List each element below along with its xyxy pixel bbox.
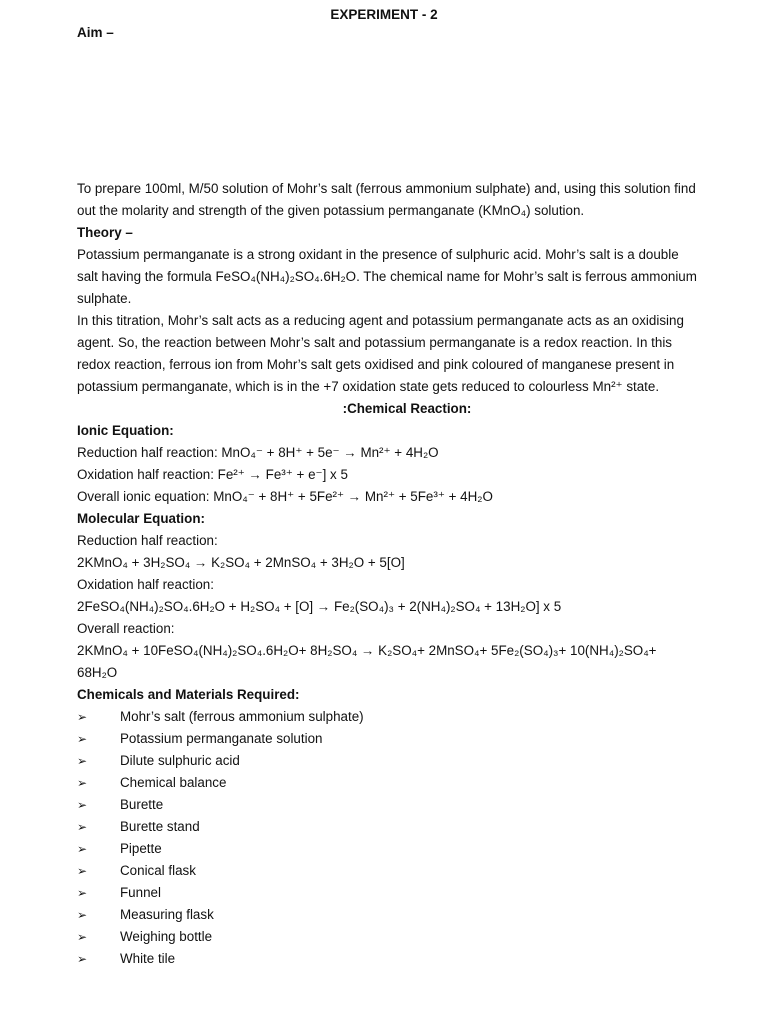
molecular-equation-heading: Molecular Equation:: [77, 511, 205, 526]
list-item: [77, 882, 697, 904]
list-item: [77, 772, 697, 794]
arrowhead-bullet-icon: ➢: [77, 886, 88, 900]
list-item: [77, 860, 697, 882]
arrowhead-bullet-icon: ➢: [77, 952, 88, 966]
list-item: [77, 794, 697, 816]
ionic-oxidation-equation: Oxidation half reaction: Fe²⁺ → Fe³⁺ + e⁻] x 5: [77, 467, 348, 482]
list-item: [77, 728, 697, 750]
list-item-label: Mohr’s salt (ferrous ammonium sulphate): [120, 709, 364, 724]
experiment-title: EXPERIMENT - 2: [330, 7, 438, 22]
theory-paragraph-2: In this titration, Mohr’s salt acts as a reducing agent and potassium permanganate acts as an oxidising agent. So, the reaction between Mohr’s salt and potassium permanganate is a redox reaction. In this redox reaction, ferrous ion from Mohr’s salt gets oxidised and pink coloured of manganese present in potassium permanganate, which is in the +7 oxidation state gets reduced to colourless Mn²⁺ state.: [77, 313, 684, 394]
list-item-label: Potassium permanganate solution: [120, 731, 323, 746]
arrowhead-bullet-icon: ➢: [77, 908, 88, 922]
theory-heading: Theory –: [77, 225, 133, 240]
chemical-reaction-heading: :Chemical Reaction:: [342, 401, 472, 416]
list-item: [77, 706, 697, 728]
oxidation-half-label: Oxidation half reaction:: [77, 577, 214, 592]
list-item-label: Chemical balance: [120, 775, 227, 790]
list-item: [77, 926, 697, 948]
ionic-overall-equation: Overall ionic equation: MnO₄⁻ + 8H⁺ + 5Fe²⁺ → Mn²⁺ + 5Fe³⁺ + 4H₂O: [77, 489, 493, 504]
aim-text: To prepare 100ml, M/50 solution of Mohr’s salt (ferrous ammonium sulphate) and, using this solution find out the molarity and strength of the given potassium permanganate (KMnO₄) solution.: [77, 181, 696, 218]
list-item-label: White tile: [120, 951, 176, 966]
reduction-half-equation: 2KMnO₄ + 3H₂SO₄ → K₂SO₄ + 2MnSO₄ + 3H₂O + 5[O]: [77, 555, 405, 570]
oxidation-half-equation: 2FeSO₄(NH₄)₂SO₄.6H₂O + H₂SO₄ + [O] → Fe₂(SO₄)₃ + 2(NH₄)₂SO₄ + 13H₂O] x 5: [77, 599, 562, 614]
list-item-label: Pipette: [120, 841, 162, 856]
list-item-label: Funnel: [120, 885, 161, 900]
materials-list: [77, 706, 697, 970]
aim-label: Aim –: [77, 25, 114, 40]
materials-heading: Chemicals and Materials Required:: [77, 687, 300, 702]
arrowhead-bullet-icon: ➢: [77, 798, 88, 812]
list-item: [77, 948, 697, 970]
arrowhead-bullet-icon: ➢: [77, 864, 88, 878]
list-item: [77, 750, 697, 772]
arrowhead-bullet-icon: ➢: [77, 754, 88, 768]
list-item-label: Dilute sulphuric acid: [120, 753, 240, 768]
overall-reaction-equation-line-1: 2KMnO₄ + 10FeSO₄(NH₄)₂SO₄.6H₂O+ 8H₂SO₄ → K₂SO₄+ 2MnSO₄+ 5Fe₂(SO₄)₃+ 10(NH₄)₂SO₄+: [77, 643, 657, 658]
ionic-reduction-equation: Reduction half reaction: MnO₄⁻ + 8H⁺ + 5e⁻ → Mn²⁺ + 4H₂O: [77, 445, 439, 460]
ionic-equation-heading: Ionic Equation:: [77, 423, 174, 438]
list-item: [77, 816, 697, 838]
list-item-label: Conical flask: [120, 863, 196, 878]
arrowhead-bullet-icon: ➢: [77, 820, 88, 834]
list-item: [77, 904, 697, 926]
overall-reaction-label: Overall reaction:: [77, 621, 175, 636]
list-item-label: Measuring flask: [120, 907, 214, 922]
overall-reaction-equation-line-2: 68H₂O: [77, 665, 118, 680]
arrowhead-bullet-icon: ➢: [77, 732, 88, 746]
list-item-label: Burette stand: [120, 819, 200, 834]
list-item: [77, 838, 697, 860]
arrowhead-bullet-icon: ➢: [77, 842, 88, 856]
arrowhead-bullet-icon: ➢: [77, 776, 88, 790]
arrowhead-bullet-icon: ➢: [77, 930, 88, 944]
list-item-label: Weighing bottle: [120, 929, 213, 944]
arrowhead-bullet-icon: ➢: [77, 710, 88, 724]
reduction-half-label: Reduction half reaction:: [77, 533, 218, 548]
document-body: [77, 178, 697, 970]
theory-paragraph-1: Potassium permanganate is a strong oxidant in the presence of sulphuric acid. Mohr’s salt is a double salt having the formula FeSO₄(NH₄)₂SO₄.6H₂O. The chemical name for Mohr’s salt is ferrous ammonium sulphate.: [77, 247, 697, 306]
list-item-label: Burette: [120, 797, 164, 812]
